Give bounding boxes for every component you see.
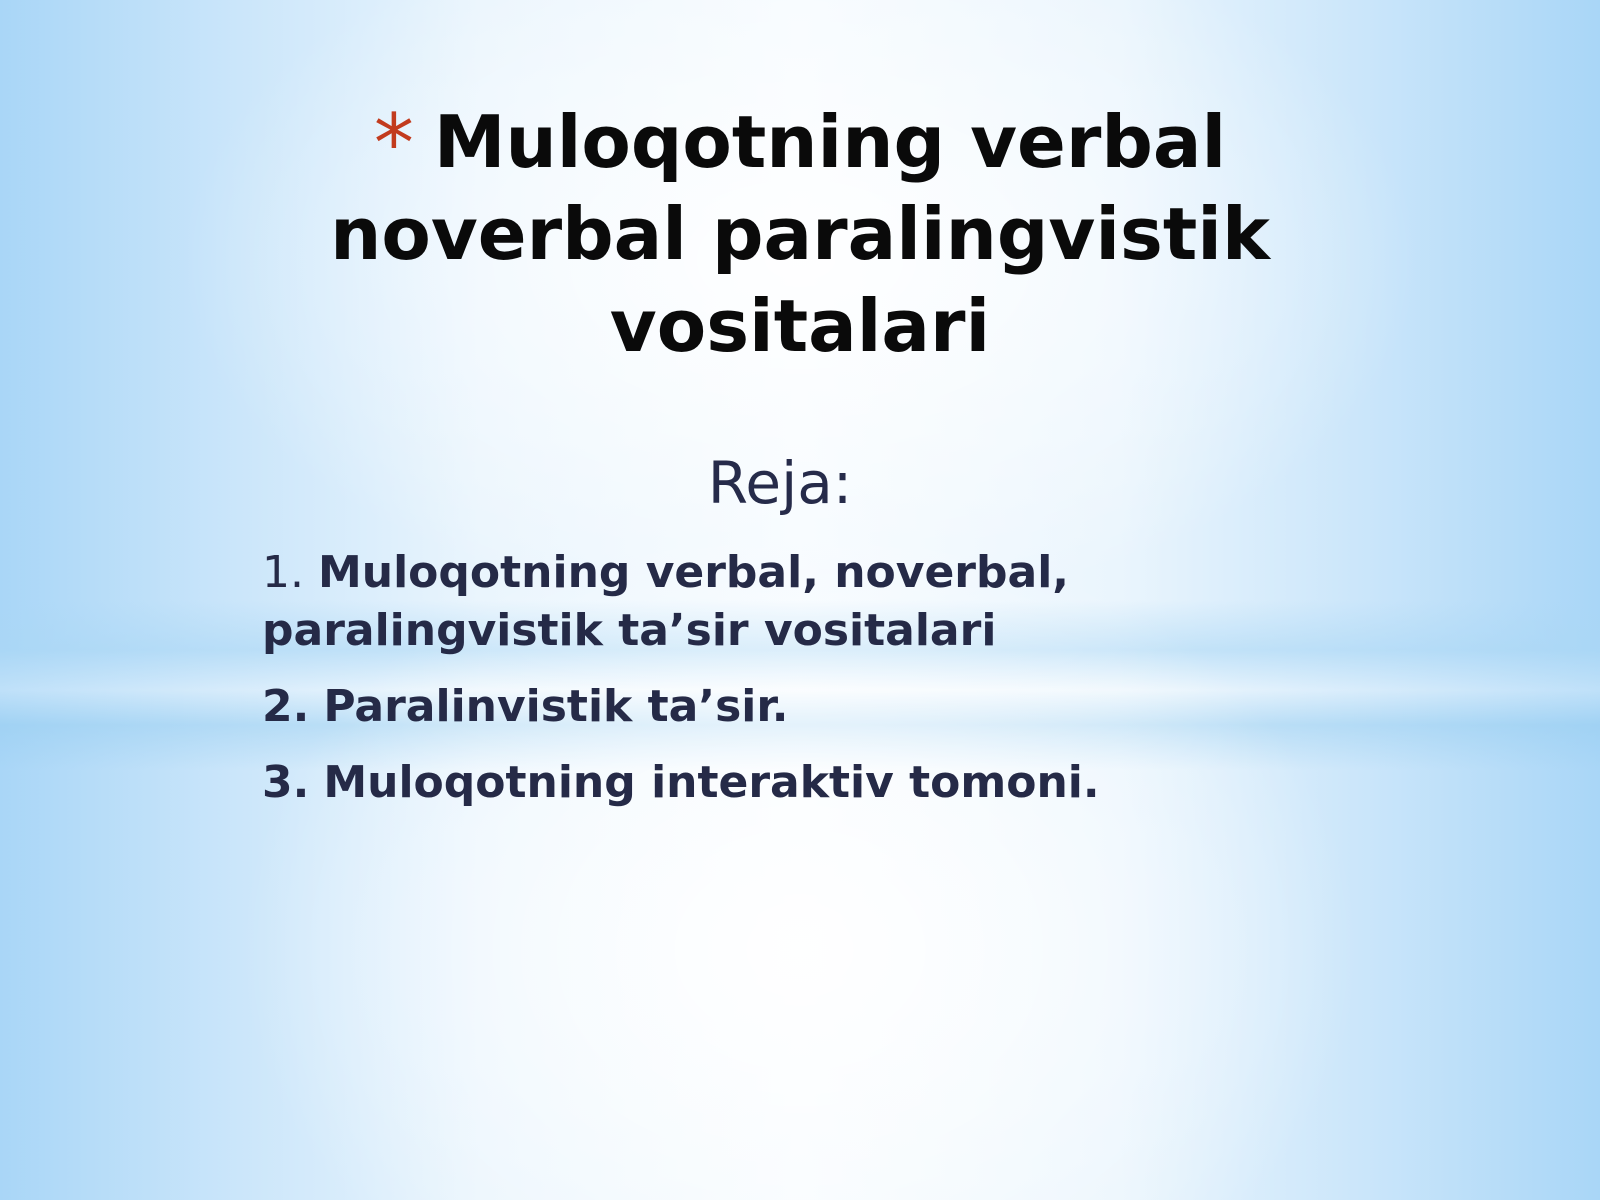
title-line-1-text: Muloqotning verbal (433, 100, 1227, 184)
title-line-2: noverbal paralingvistik (330, 192, 1270, 276)
plan-list (262, 544, 1162, 830)
title-line-3: vositalari (609, 284, 991, 368)
slide-title (300, 96, 1300, 372)
plan-item-1 (262, 544, 1162, 660)
plan-item-3 (262, 754, 1162, 812)
plan-item-number: 2. (262, 681, 310, 732)
title-line-1 (300, 96, 1300, 188)
plan-item-text: Muloqotning interaktiv tomoni. (323, 757, 1100, 808)
plan-heading: Reja: (707, 449, 853, 517)
plan-item-text: Paralinvistik ta’sir. (323, 681, 789, 732)
plan-item-text: Muloqotning verbal, noverbal, paralingvistik ta’sir vositalari (262, 547, 1069, 656)
plan-item-number: 1. (262, 547, 304, 598)
plan-item-number: 3. (262, 757, 310, 808)
plan-item-2 (262, 678, 1162, 736)
asterisk-bullet-icon: * (373, 97, 414, 190)
